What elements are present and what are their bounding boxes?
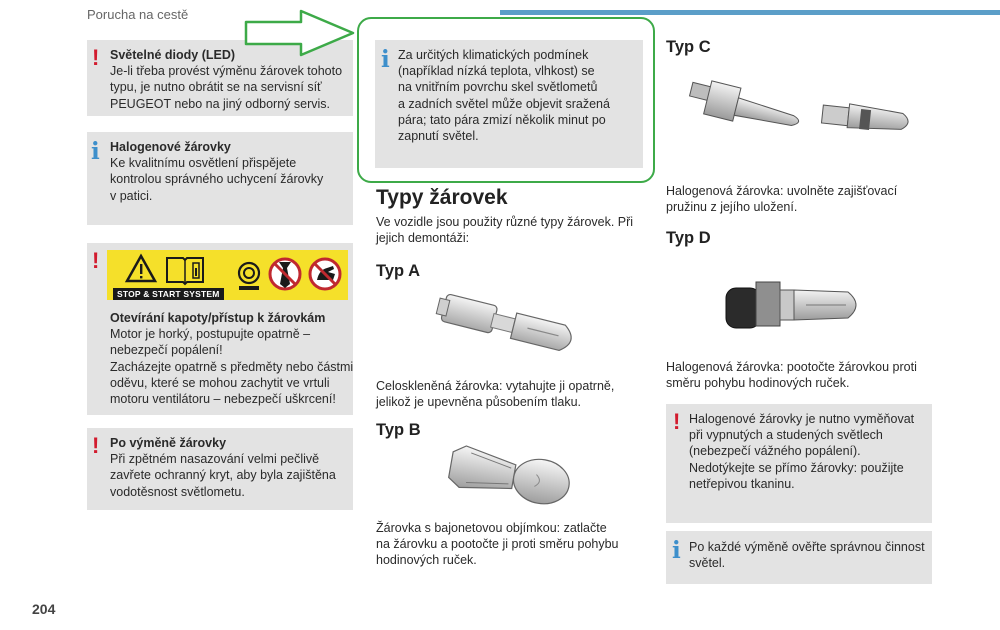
type-a-heading: Typ A: [376, 262, 420, 280]
warning-icon: !: [92, 248, 100, 273]
hood-text: Otevírání kapoty/přístup k žárovkám Motor je horký, postupujte opatrně – nebezpečí popálení! Zacházejte opatrně s předměty nebo částmi oděvu, které se mohou zachytit ve vrtuli motoru ventilátoru – nebezpečí uškrcení!: [110, 311, 354, 407]
warning-icon: !: [92, 45, 100, 70]
hood-title: Otevírání kapoty/přístup k žárovkám: [110, 311, 326, 325]
after-title: Po výměně žárovky: [110, 436, 227, 450]
type-a-bulb-image: [430, 292, 590, 372]
type-c-heading: Typ C: [666, 38, 711, 56]
type-b-text: Žárovka s bajonetovou objímkou: zatlačte na žárovku a pootočte ji proti směru pohybu hodinových ruček.: [376, 521, 619, 568]
type-d-bulb-image: [720, 260, 880, 340]
warning-icon: !: [92, 433, 100, 458]
halogen-warning-text: Halogenové žárovky je nutno vyměňovat při vypnutých a studených světlech (nebezpečí vážného popálení). Nedotýkejte se přímo žárovky: použijte netřepivou tkaninu.: [689, 412, 915, 491]
hazard-triangle-icon: [127, 256, 155, 281]
fan-icon: [239, 263, 259, 290]
stop-start-sign: [107, 250, 348, 300]
manual-book-icon: [167, 258, 203, 284]
bulb-types-intro: Ve vozidle jsou použity různé typy žárovek. Při jejich demontáži:: [376, 215, 634, 246]
condensation-text: Za určitých klimatických podmínek (například nízká teplota, vlhkost) se na vnitřním povrchu skel světlometů a zadních světel může objevit sražená pára; tato pára zmizí několik minut po zapnutí světel.: [398, 48, 610, 144]
type-d-heading: Typ D: [666, 229, 711, 247]
after-text: Po výměně žárovky Při zpětném nasazování velmi pečlivě zavřete ochranný kryt, aby byla zajištěna vodotěsnost světlometu.: [110, 436, 336, 499]
type-c-bulb-image: [680, 75, 920, 175]
section-title: Porucha na cestě: [87, 7, 189, 22]
stop-start-label: STOP & START SYSTEM: [113, 288, 224, 300]
page-number: 204: [32, 601, 56, 617]
type-b-bulb-image: [440, 440, 580, 510]
no-hand-icon: [310, 259, 340, 289]
type-a-text: Celoskleněná žárovka: vytahujte ji opatrně, jelikož je upevněna působením tlaku.: [376, 379, 615, 410]
bulb-types-heading: Typy žárovek: [376, 186, 508, 209]
check-info-text: Po každé výměně ověřte správnou činnost světel.: [689, 540, 925, 571]
led-text: Světelné diody (LED) Je-li třeba provést výměnu žárovek tohoto typu, je nutno obrátit se na servisní síť PEUGEOT nebo na jiný odborný servis.: [110, 48, 343, 111]
info-icon: i: [91, 138, 100, 165]
led-title: Světelné diody (LED): [110, 48, 236, 62]
info-icon: i: [381, 46, 390, 73]
type-b-heading: Typ B: [376, 421, 421, 439]
info-icon: i: [672, 537, 681, 564]
type-d-text: Halogenová žárovka: pootočte žárovkou proti směru pohybu hodinových ruček.: [666, 360, 917, 391]
warning-icon: !: [673, 409, 681, 434]
type-c-text: Halogenová žárovka: uvolněte zajišťovací pružinu z jejího uložení.: [666, 184, 898, 215]
header-bar: [500, 10, 1000, 15]
halogen-tip-text: Halogenové žárovky Ke kvalitnímu osvětlení přispějete kontrolou správného uchycení žárovky v patici.: [110, 140, 324, 203]
green-arrow-icon: [243, 8, 363, 58]
halogen-tip-title: Halogenové žárovky: [110, 140, 231, 154]
no-tie-icon: [270, 259, 300, 289]
